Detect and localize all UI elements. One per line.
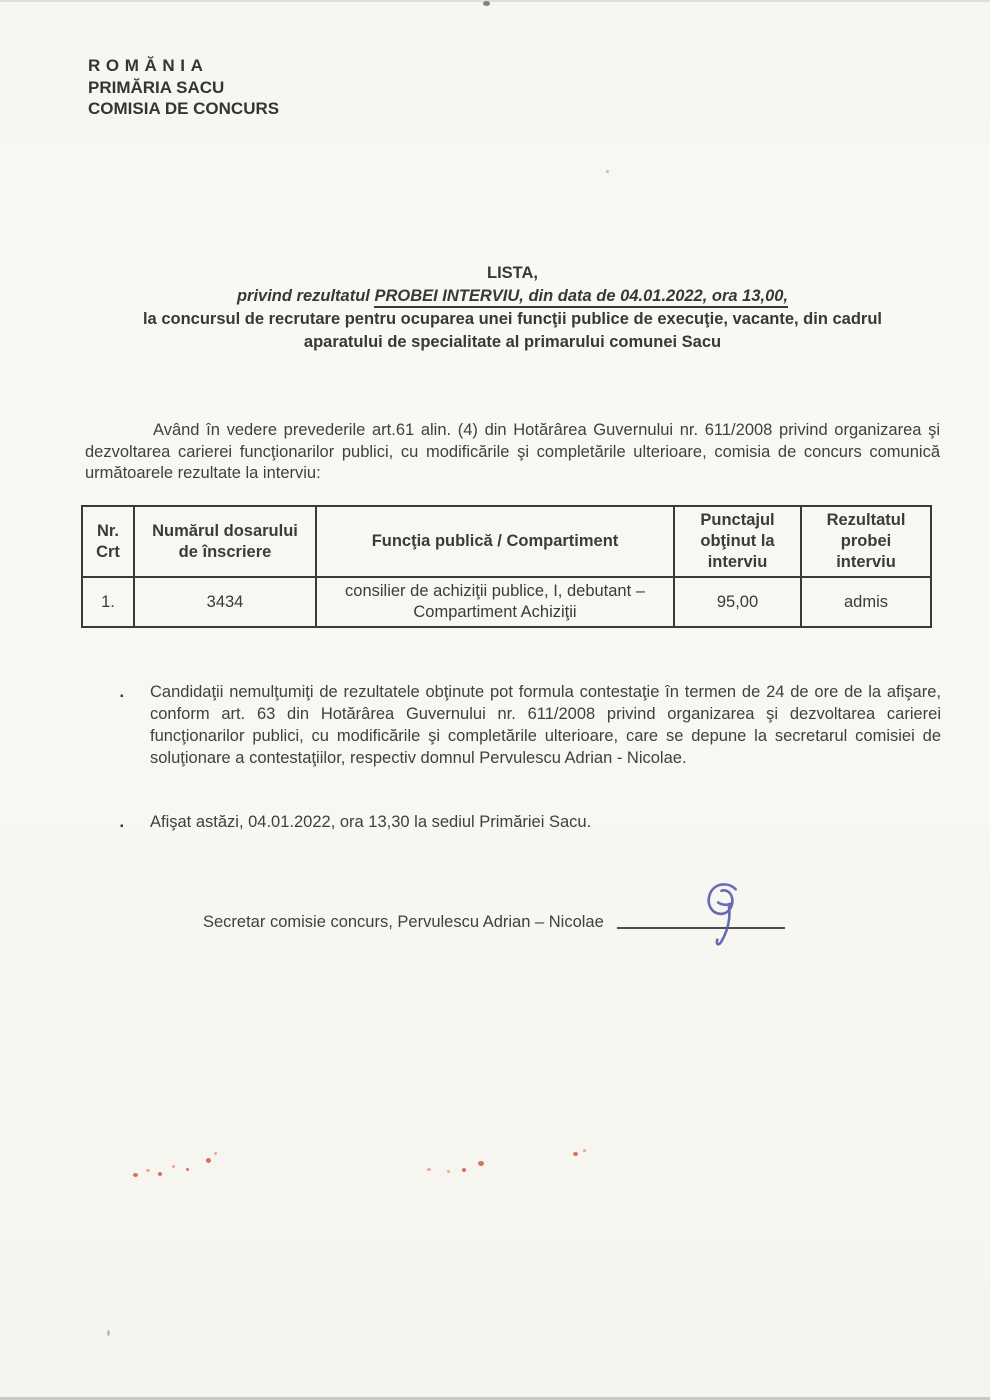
ink-speck bbox=[146, 1169, 150, 1172]
square-bullet-icon: ▪ bbox=[120, 691, 124, 702]
ink-speck bbox=[158, 1172, 162, 1176]
document-title bbox=[85, 262, 940, 354]
title-line-3: la concursul de recrutare pentru ocuparea unei funcţii publice de execuţie, vacante, din cadrul bbox=[142, 310, 883, 328]
ink-speck bbox=[462, 1168, 466, 1172]
col-header-punctaj: Punctajul obţinut la interviu bbox=[674, 506, 801, 577]
table-row bbox=[82, 577, 931, 627]
ink-speck bbox=[427, 1168, 431, 1171]
ink-speck bbox=[172, 1165, 175, 1168]
scan-speck bbox=[107, 1330, 110, 1336]
ink-speck bbox=[478, 1161, 484, 1166]
posting-note bbox=[120, 811, 941, 833]
col-header-functia-publica: Funcţia publică / Compartiment bbox=[316, 506, 674, 577]
square-bullet-icon: ▪ bbox=[120, 821, 124, 832]
contestation-note-text: Candidaţii nemulţumiţi de rezultatele obţinute pot formula contestaţie în termen de 24 de ore de la afişare, conform art. 63 din Hotărârea Guvernului nr. 611/2008 privind organizarea şi dezvoltarea carierei funcţionarilor publici, cu modificările şi completările ulterioare, care se depune la secretarul comisiei de soluţionare a contestaţiilor, respectiv domnul Pervulescu Adrian - Nicolae. bbox=[150, 683, 941, 767]
ink-speck bbox=[186, 1168, 189, 1171]
letterhead bbox=[88, 55, 279, 120]
cell-punctaj: 95,00 bbox=[674, 577, 801, 627]
ink-speck bbox=[573, 1152, 578, 1156]
ink-speck bbox=[206, 1158, 211, 1163]
scan-speck bbox=[483, 1, 490, 6]
cell-functia-publica: consilier de achiziţii publice, I, debutant – Compartiment Achiziţii bbox=[316, 577, 674, 627]
contestation-note bbox=[120, 681, 941, 769]
col-header-rezultat: Rezultatul probei interviu bbox=[801, 506, 931, 577]
title-line-2-prefix: privind rezultatul bbox=[236, 287, 375, 305]
title-line-2 bbox=[85, 285, 940, 308]
col-header-numar-dosar: Numărul dosarului de înscriere bbox=[134, 506, 316, 577]
committee-name: COMISIA DE CONCURS bbox=[88, 99, 280, 118]
scan-speck bbox=[606, 170, 609, 173]
institution-name: PRIMĂRIA SACU bbox=[88, 77, 225, 97]
col-header-nr-crt: Nr. Crt bbox=[82, 506, 134, 577]
title-line-2-underlined: PROBEI INTERVIU, din data de 04.01.2022, ora 13,00, bbox=[374, 287, 788, 308]
title-line-1: LISTA, bbox=[486, 264, 539, 282]
cell-rezultat: admis bbox=[801, 577, 931, 627]
title-line-4: aparatului de specialitate al primarului comunei Sacu bbox=[303, 333, 722, 351]
intro-paragraph: Având în vedere prevederile art.61 alin. (4) din Hotărârea Guvernului nr. 611/2008 privind organizarea şi dezvoltarea carierei funcţionarilor publici, cu modificările şi completările ulterioare, comisia de concurs comunică următoarele rezultate la interviu: bbox=[85, 421, 940, 483]
results-table bbox=[81, 505, 932, 628]
country-name: ROMĂNIA bbox=[88, 56, 209, 75]
ink-speck bbox=[133, 1173, 138, 1177]
cell-nr-crt: 1. bbox=[82, 577, 134, 627]
posting-note-text: Afişat astăzi, 04.01.2022, ora 13,30 la sediul Primăriei Sacu. bbox=[150, 813, 592, 831]
ink-speck bbox=[583, 1149, 586, 1152]
table-header-row bbox=[82, 506, 931, 577]
ink-speck bbox=[447, 1170, 450, 1173]
ink-speck bbox=[214, 1152, 217, 1155]
cell-numar-dosar: 3434 bbox=[134, 577, 316, 627]
signature-label: Secretar comisie concurs, Pervulescu Adrian – Nicolae bbox=[203, 913, 604, 931]
handwritten-signature bbox=[695, 879, 749, 949]
